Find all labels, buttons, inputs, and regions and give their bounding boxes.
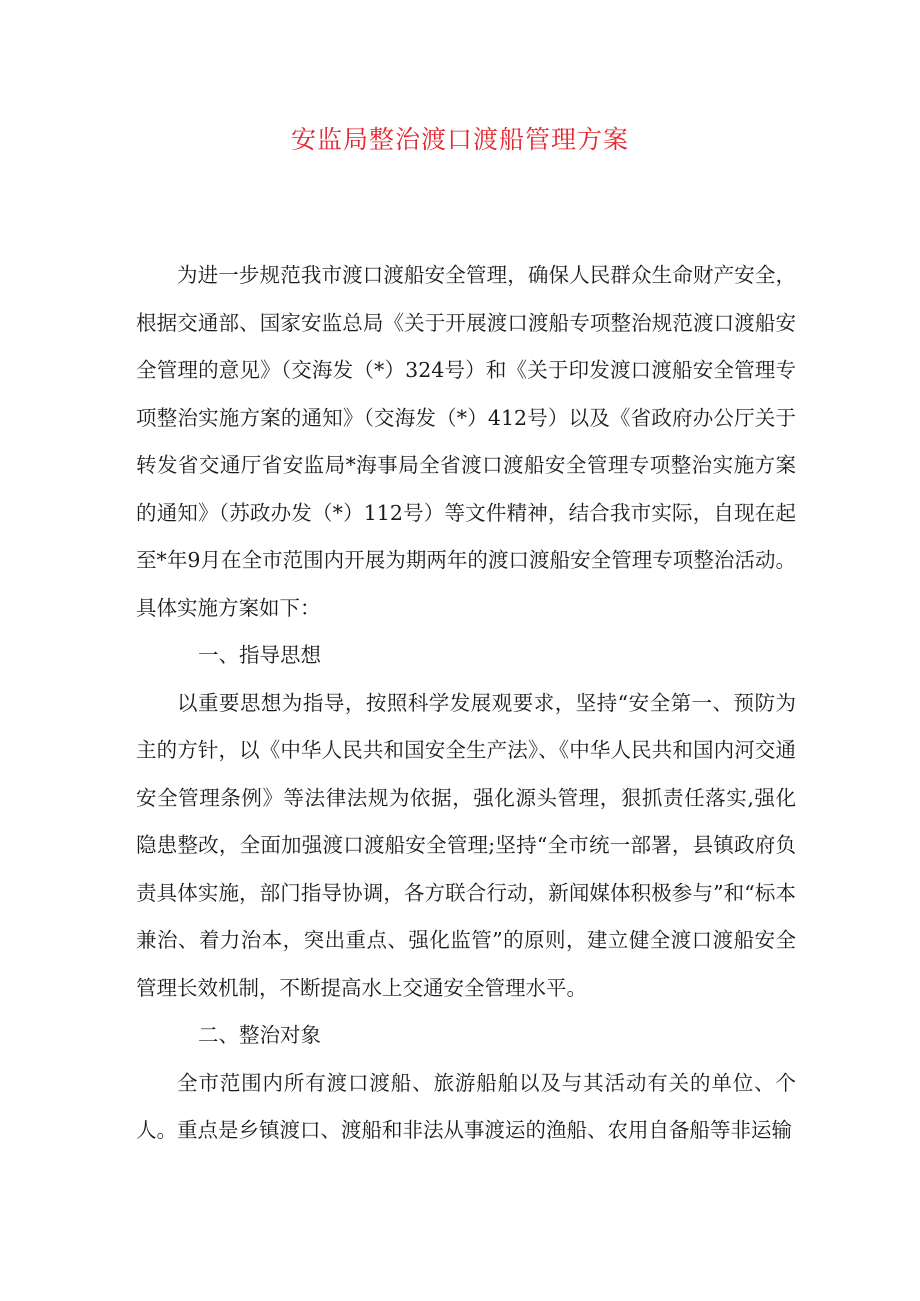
document-body [136, 252, 796, 1155]
section-heading-guiding-ideology: 一、指导思想 [198, 643, 321, 667]
guiding-ideology-paragraph: 以重要思想为指导，按照科学发展观要求，坚持“安全第一、预防为主的方针，以《中华人民共和国安全生产法》、《中华人民共和国内河交通安全管理条例》等法律法规为依据，强化源头管理，狠抓责任落实,强化隐患整改，全面加强渡口渡船安全管理;坚持“全市统一部署，县镇政府负责具体实施，部门指导协调，各方联合行动，新闻媒体积极参与”和“标本兼治、着力治本，突出重点、强化监管”的原则，建立健全渡口渡船安全管理长效机制，不断提高水上交通安全管理水平。 [136, 690, 796, 1000]
intro-paragraph: 为进一步规范我市渡口渡船安全管理，确保人民群众生命财产安全，根据交通部、国家安监总局《关于开展渡口渡船专项整治规范渡口渡船安全管理的意见》（交海发（*）324号）和《关于印发渡口渡船安全管理专项整治实施方案的通知》（交海发（*）412号）以及《省政府办公厅关于转发省交通厅省安监局*海事局全省渡口渡船安全管理专项整治实施方案的通知》（苏政办发（*）112号）等文件精神，结合我市实际，自现在起至*年9月在全市范围内开展为期两年的渡口渡船安全管理专项整治活动。具体实施方案如下： [136, 263, 796, 620]
document-title: 安监局整治渡口渡船管理方案 [290, 125, 629, 154]
section-heading-targets: 二、整治对象 [198, 1023, 321, 1047]
targets-paragraph: 全市范围内所有渡口渡船、旅游船舶以及与其活动有关的单位、个人。重点是乡镇渡口、渡船和非法从事渡运的渔船、农用自备船等非运输 [136, 1070, 796, 1142]
